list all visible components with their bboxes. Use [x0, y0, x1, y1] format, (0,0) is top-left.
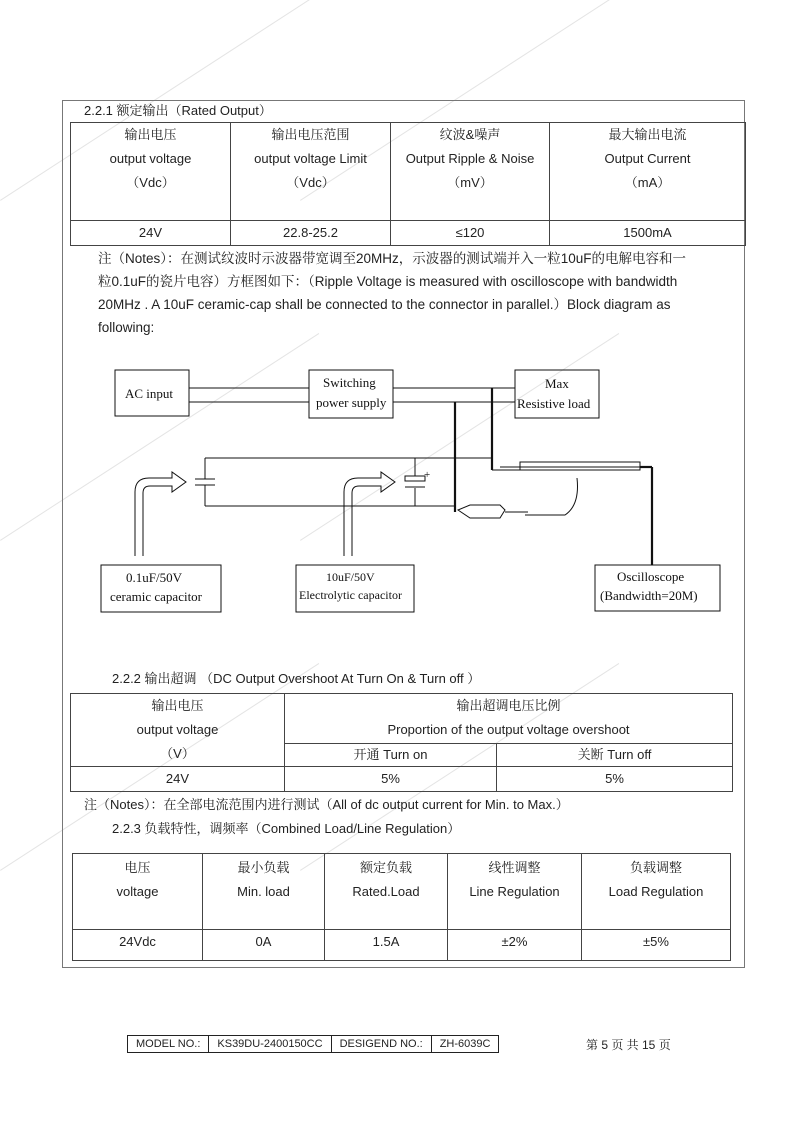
header-cell: 输出电压 [124, 127, 177, 142]
electrolytic-cap-label: Electrolytic capacitor [299, 588, 402, 602]
cell: 24V [71, 767, 285, 792]
cell: ±2% [448, 930, 582, 961]
ceramic-cap-label: 0.1uF/50V [126, 570, 182, 585]
header-cell: Line Regulation [469, 884, 560, 899]
section-title-2-2-2: 2.2.2 输出超调 （DC Output Overshoot At Turn On & Turn off ） [112, 671, 481, 686]
regulation-table [72, 853, 731, 961]
header-cell: Min. load [237, 884, 290, 899]
header-cell: （Vdc） [126, 175, 175, 190]
cell: ±5% [582, 930, 731, 961]
model-label: MODEL NO.: [128, 1036, 209, 1053]
header-cell: output voltage Limit [254, 151, 367, 166]
header-cell: 最小负载 [237, 860, 290, 875]
cell: 5% [497, 767, 733, 792]
cell: ≤120 [391, 221, 550, 246]
header-cell: 线性调整 [488, 860, 541, 875]
table-row [73, 930, 731, 961]
load-label: Max [545, 376, 569, 391]
note-line: 粒0.1uF的瓷片电容）方框图如下：（Ripple Voltage is measured with oscilloscope with bandwidth [98, 274, 678, 289]
header-cell: 关断 Turn off [497, 743, 733, 766]
table-row [71, 767, 733, 792]
header-cell: output voltage [109, 151, 192, 166]
header-cell: （mA） [624, 175, 671, 190]
note-line: 注（Notes）：在全部电流范围内进行测试（All of dc output current for Min. to Max.） [84, 797, 569, 812]
ac-input-label: AC input [125, 386, 174, 401]
header-cell: 输出电压范围 [271, 127, 350, 142]
header-cell: 开通 Turn on [285, 743, 497, 766]
header-cell: output voltage [136, 722, 219, 737]
electrolytic-cap-label: 10uF/50V [326, 570, 375, 584]
design-label: DESIGEND NO.: [331, 1036, 431, 1053]
cell: 24V [71, 221, 231, 246]
oscilloscope-label: Oscilloscope [617, 569, 685, 584]
header-cell: 负载调整 [629, 860, 682, 875]
note-line: following: [98, 320, 155, 335]
header-cell: Load Regulation [608, 884, 704, 899]
design-value: ZH-6039C [431, 1036, 499, 1053]
cell: 1.5A [325, 930, 448, 961]
header-cell: voltage [116, 884, 159, 899]
header-cell: 电压 [124, 860, 151, 875]
load-label: Resistive load [517, 396, 591, 411]
oscilloscope-label: (Bandwidth=20M) [600, 588, 698, 603]
cell: 22.8-25.2 [231, 221, 391, 246]
cell: 24Vdc [73, 930, 203, 961]
header-cell: 纹波&噪声 [439, 127, 501, 142]
header-cell: （Vdc） [286, 175, 335, 190]
header-cell: 额定负载 [359, 860, 412, 875]
header-cell: 输出电压 [151, 698, 204, 713]
power-supply-label: power supply [316, 395, 387, 410]
note-line: 20MHz . A 10uF ceramic-cap shall be connected to the connector in parallel.）Block diagram as [98, 297, 671, 312]
overshoot-table [70, 693, 733, 792]
polarity-plus: + [424, 469, 431, 481]
header-cell: （V） [160, 746, 195, 761]
header-cell: Rated.Load [352, 884, 420, 899]
header-cell: Output Current [604, 151, 691, 166]
header-cell: 输出超调电压比例 [456, 698, 561, 713]
section-title-2-2-1: 2.2.1 额定输出（Rated Output） [84, 103, 272, 118]
model-value: KS39DU-2400150CC [209, 1036, 331, 1053]
page-number: 第 5 页 共 15 页 [586, 1038, 671, 1052]
cell: 1500mA [550, 221, 746, 246]
section-title-2-2-3: 2.2.3 负载特性，调频率（Combined Load/Line Regulation） [112, 821, 461, 836]
cell: 5% [285, 767, 497, 792]
header-cell: （mV） [447, 175, 493, 190]
power-supply-label: Switching [323, 375, 376, 390]
footer-table [127, 1035, 499, 1053]
ceramic-cap-label: ceramic capacitor [110, 589, 203, 604]
header-cell: 最大输出电流 [608, 127, 687, 142]
header-cell: Proportion of the output voltage overshoot [387, 722, 630, 737]
header-cell: Output Ripple & Noise [405, 151, 535, 166]
note-line: 注（Notes）：在测试纹波时示波器带宽调至20MHz，示波器的测试端并入一粒10uF的电解电容和一 [98, 251, 687, 266]
cell: 0A [203, 930, 325, 961]
